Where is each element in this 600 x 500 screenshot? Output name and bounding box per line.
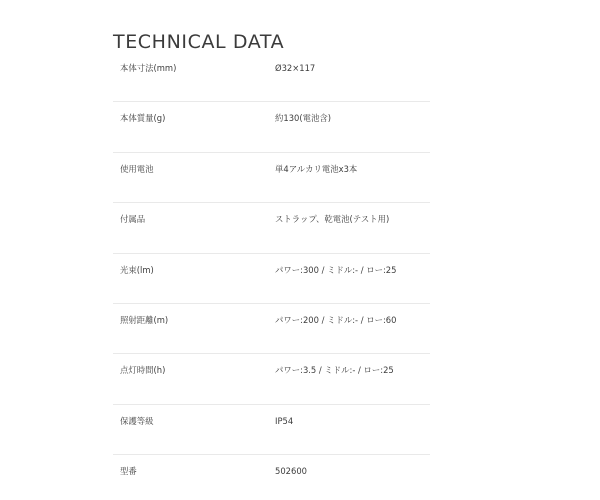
spec-label: 型番 (120, 466, 137, 477)
spec-value: 502600 (275, 466, 307, 477)
spec-label: 光束(lm) (120, 264, 154, 275)
spec-row-beam-distance (113, 304, 430, 354)
spec-value: パワー:3.5 / ミドル:- / ロー:25 (275, 365, 394, 376)
spec-value: 単4アルカリ電池x3本 (275, 163, 358, 174)
spec-label: 照射距離(m) (120, 314, 169, 325)
spec-row-protection-rating (113, 405, 430, 455)
spec-row-runtime (113, 354, 430, 404)
spec-table (113, 52, 430, 500)
spec-value: IP54 (275, 415, 294, 426)
spec-row-luminous-flux (113, 254, 430, 304)
spec-value: 約130(電池含) (275, 113, 332, 124)
spec-label: 本体質量(g) (120, 113, 166, 124)
spec-value: Ø32×117 (275, 63, 316, 73)
spec-row-model-number (113, 455, 430, 500)
spec-label: 付属品 (120, 214, 146, 225)
section-title: TECHNICAL DATA (113, 31, 285, 53)
spec-row-accessories (113, 203, 430, 253)
spec-label: 使用電池 (120, 163, 154, 174)
spec-value: パワー:200 / ミドル:- / ロー:60 (275, 314, 397, 325)
spec-label: 本体寸法(mm) (120, 63, 177, 73)
spec-label: 点灯時間(h) (120, 365, 166, 376)
spec-value: パワー:300 / ミドル:- / ロー:25 (275, 264, 397, 275)
spec-row-dimensions (113, 52, 430, 102)
spec-row-weight (113, 102, 430, 152)
spec-value: ストラップ、乾電池(テスト用) (275, 214, 390, 225)
spec-label: 保護等級 (120, 415, 154, 426)
spec-row-battery (113, 153, 430, 203)
